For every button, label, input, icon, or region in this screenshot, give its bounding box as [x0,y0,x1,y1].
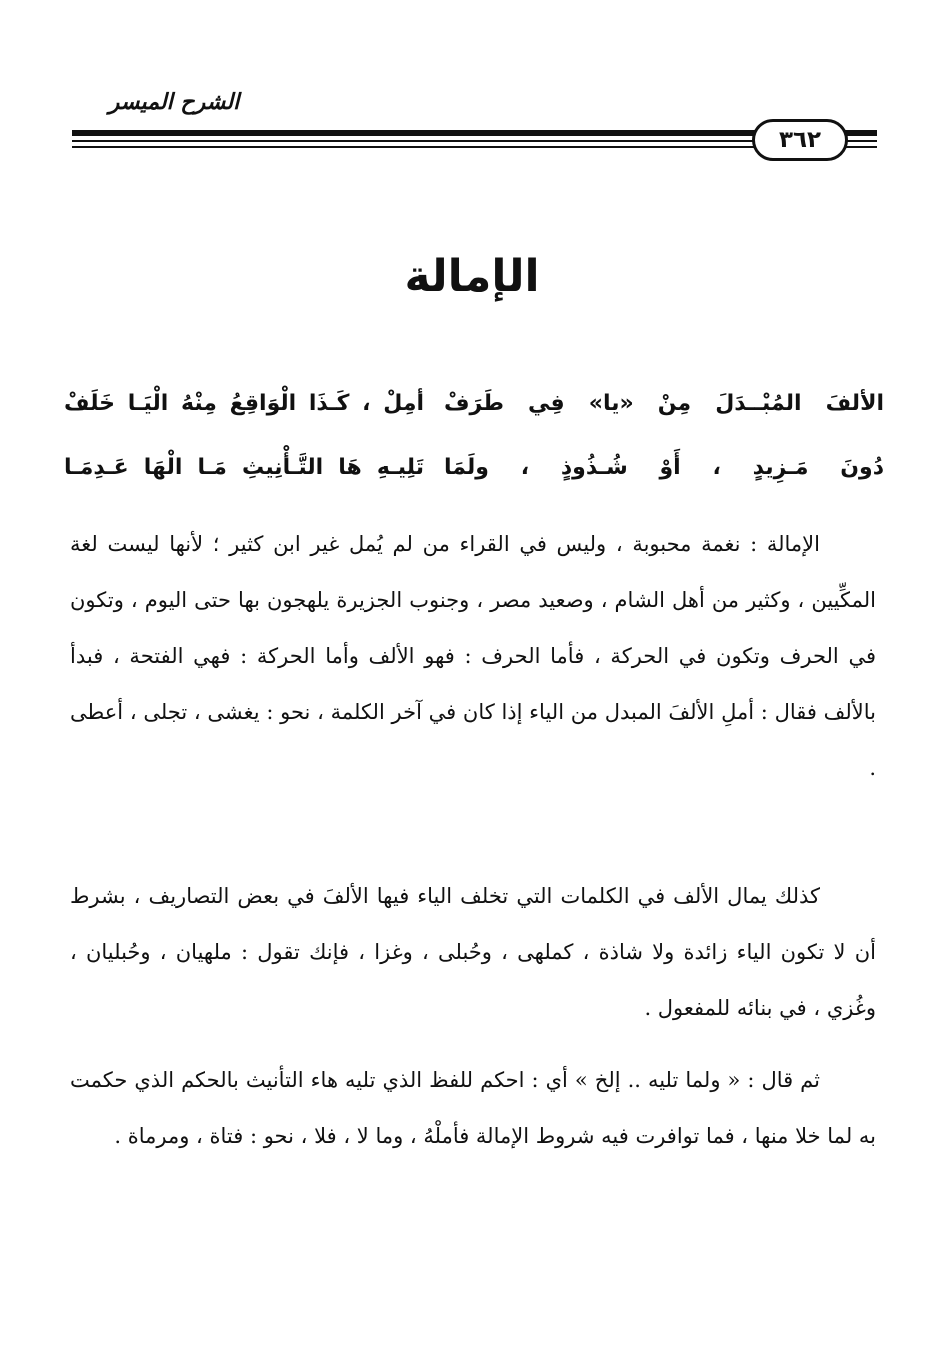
verse-line [64,440,884,496]
verse-second-hemistich: أمِلْ ، كَـذَا الْوَاقِعُ مِنْهُ الْيَـا خَلَفْ [64,391,424,416]
verse-first-hemistich: دُونَ مَـزِيدٍ ، أَوْ شُـذُوذٍ ، ولَمَا [444,455,884,480]
running-title: الشرح الميسر [108,90,240,115]
body-paragraph: كذلك يمال الألف في الكلمات التي تخلف الياء فيها الألفَ في بعض التصاريف ، بشرط أن لا تكون الياء زائدة ولا شاذة ، كملهى ، وحُبلى ، وغزا ، فإنك تقول : ملهيان ، وحُبليان ، وغُزي ، في بنائه للمفعول . [70,884,876,1020]
verse-first-hemistich: الألفَ المُبْــدَلَ مِنْ «يا» فِي طَرَفْ [444,391,884,416]
page-number: ٣٦٢ [778,127,822,153]
verse-line [64,376,884,432]
body-paragraph: الإمالة : نغمة محبوبة ، وليس في القراء من لم يُمل غير ابن كثير ؛ لأنها ليست لغة المكِّيين ، وكثير من أهل الشام ، وصعيد مصر ، وجنوب الجزيرة يلهجون بها حتى اليوم ، وتكون في الحرف وتكون في الحركة ، فأما الحرف : فهو الألف وأما الحركة : فهي الفتحة ، فبدأ بالألف فقال : أملِ الألفَ المبدل من الياء إذا كان في آخر الكلمة ، نحو : يغشى ، تجلى ، أعطى . [70,532,876,780]
page-number-badge [752,119,848,161]
chapter-title: الإمالة [404,251,540,302]
body-paragraph: ثم قال : « ولما تليه .. إلخ » أي : احكم للفظ الذي تليه هاء التأنيث بالحكم الذي حكمت به لما خلا منها ، فما توافرت فيه شروط الإمالة فأملْهُ ، وما لا ، فلا ، نحو : فتاة ، ومرماة . [70,1068,876,1148]
verse-second-hemistich: تَلِيـهِ هَا التَّـأْنِيثِ مَـا الْهَا عَـدِمَـا [64,455,424,480]
